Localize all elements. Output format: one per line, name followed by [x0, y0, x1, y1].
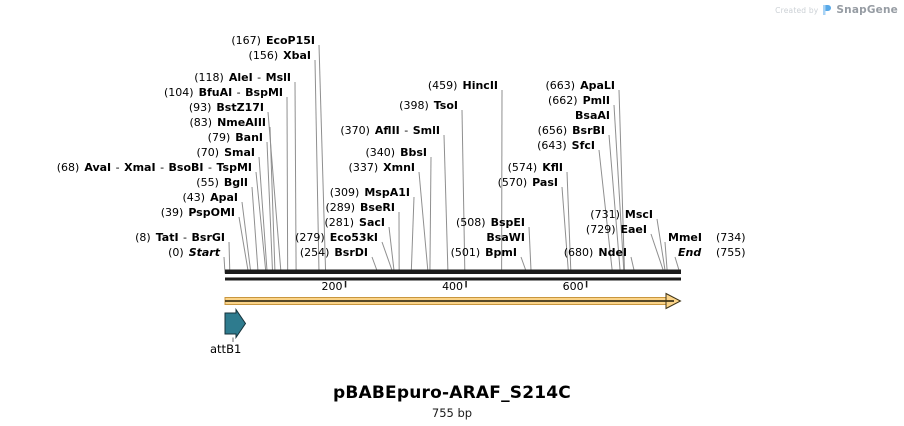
site-label-bpmi: (501) BpmI	[450, 246, 517, 259]
site-label-mmei: MmeI	[668, 231, 702, 244]
site-label-bsrbi: (656) BsrBI	[537, 124, 605, 137]
site-label-ndei: (680) NdeI	[563, 246, 627, 259]
site-label-tsoi: (398) TsoI	[399, 99, 458, 112]
site-label-eaei: (729) EaeI	[585, 223, 647, 236]
site-label-nmeaiii: (83) NmeAIII	[189, 116, 266, 129]
site-label-tati-bsrgi: (8) TatI - BsrGI	[135, 231, 225, 244]
site-label-msci: (731) MscI	[590, 208, 653, 221]
site-label-sfci: (643) SfcI	[537, 139, 595, 152]
site-label-apali: (663) ApaLI	[545, 79, 615, 92]
site-label-bsawi: BsaWI	[486, 231, 525, 244]
site-pos-mmei: (734)	[716, 231, 746, 244]
ruler-tick-label-200: 200	[321, 280, 343, 293]
site-label-alei-msli: (118) AleI - MslI	[194, 71, 291, 84]
title-block	[0, 383, 904, 420]
site-label-avai-xmai-bsobi-tspmi: (68) AvaI - XmaI - BsoBI - TspMI	[56, 161, 252, 174]
feature-label-attb1: attB1	[210, 342, 242, 356]
site-label-kfli: (574) KflI	[507, 161, 563, 174]
ruler-tick-label-400: 400	[442, 280, 464, 293]
site-label-apai: (43) ApaI	[182, 191, 238, 204]
site-label-pmli: (662) PmlI	[548, 94, 610, 107]
ruler-tick-label-600: 600	[562, 280, 584, 293]
site-label-mspa1i: (309) MspA1I	[329, 186, 410, 199]
site-label-xmni: (337) XmnI	[348, 161, 415, 174]
site-label-bspei: (508) BspEI	[455, 216, 525, 229]
site-label-bfuai-bspmi: (104) BfuAI - BspMI	[163, 86, 283, 99]
site-pos-end: (755)	[716, 246, 746, 259]
site-label-bsaai: BsaAI	[575, 109, 610, 122]
site-label-eco53ki: (279) Eco53kI	[295, 231, 378, 244]
site-label-smai: (70) SmaI	[196, 146, 255, 159]
created-by-text: Created by	[775, 5, 819, 15]
site-label-hincii: (459) HincII	[427, 79, 498, 92]
site-label-bsrdi: (254) BsrDI	[299, 246, 368, 259]
site-label-pspomi: (39) PspOMI	[160, 206, 235, 219]
site-label-saci: (281) SacI	[324, 216, 385, 229]
site-label-bgli: (55) BglI	[196, 176, 248, 189]
site-label-start: (0) Start	[168, 246, 220, 259]
site-label-aflii-smli: (370) AflII - SmlI	[340, 124, 440, 137]
site-label-pasi: (570) PasI	[497, 176, 558, 189]
site-label-bseri: (289) BseRI	[325, 201, 395, 214]
snapgene-brand-text: SnapGene	[836, 4, 898, 16]
map-length: 755 bp	[431, 406, 473, 420]
site-label-bstz17i: (93) BstZ17I	[188, 101, 264, 114]
site-label-xbai: (156) XbaI	[248, 49, 311, 62]
site-label-end: End	[678, 246, 702, 259]
site-label-bbsi: (340) BbsI	[365, 146, 427, 159]
site-label-bani: (79) BanI	[207, 131, 263, 144]
map-title: pBABEpuro-ARAF_S214C	[333, 383, 571, 403]
site-label-ecop15i: (167) EcoP15I	[231, 34, 315, 47]
